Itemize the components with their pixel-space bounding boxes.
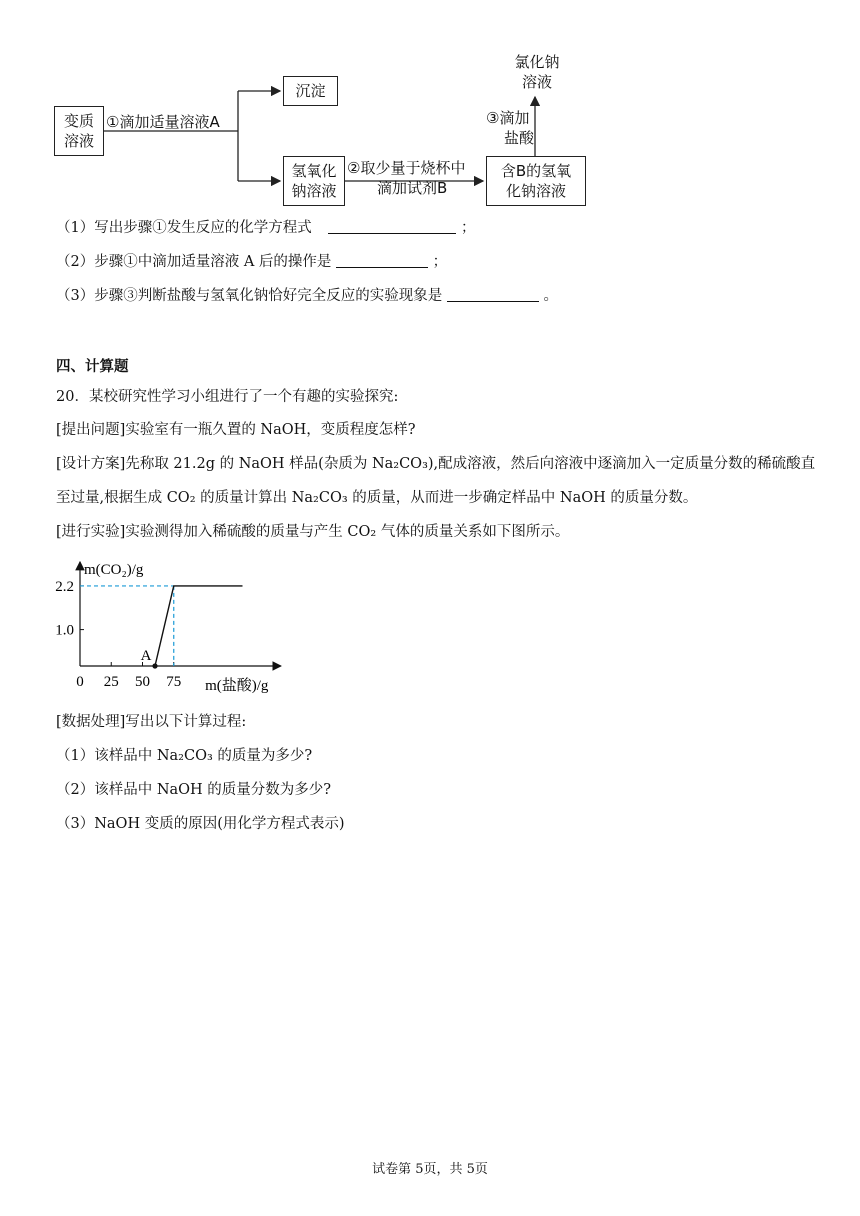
x-axis-label: m(盐酸)/g: [205, 678, 269, 694]
sub-question-2: （2）该样品中 NaOH 的质量分数为多少?: [56, 782, 332, 798]
q19-part2: [56, 252, 447, 272]
answer-blank: [336, 253, 428, 268]
step2-label: [347, 158, 465, 198]
q19-part1-text: （1）写出步骤①发生反应的化学方程式: [56, 220, 312, 236]
box-spoiled-solution: [54, 106, 104, 156]
para-design-line1: [设计方案]先称取 21.2g 的 NaOH 样品(杂质为 Na₂CO₃),配成溶液，然后向溶液中逐滴加入一定质量分数的稀硫酸直: [56, 456, 816, 472]
q20-intro: 20．某校研究性学习小组进行了一个有趣的实验探究:: [56, 389, 399, 405]
box-precipitate-label: 沉淀: [295, 82, 326, 100]
q19-part3-text: （3）步骤③判断盐酸与氢氧化钠恰好完全反应的实验现象是: [56, 288, 443, 304]
step3-line1: ③滴加: [486, 109, 530, 127]
answer-blank: [447, 287, 539, 302]
box-start-line2: 溶液: [63, 132, 94, 150]
para-design-line2: 至过量,根据生成 CO₂ 的质量计算出 Na₂CO₃ 的质量，从而进一步确定样品中 NaOH 的质量分数。: [56, 490, 698, 506]
box-start-line1: 变质: [63, 112, 94, 130]
step2-line2: 滴加试剂B: [377, 179, 448, 197]
box-b-line2: 化钠溶液: [505, 182, 566, 200]
x-tick-label: 75: [166, 674, 182, 690]
x-tick-label: 0: [76, 674, 84, 690]
step2-line1: ②取少量于烧杯中: [347, 159, 466, 177]
nacl-line1: 氯化钠: [514, 53, 560, 71]
q19-part3: [56, 286, 558, 306]
q19-part2-tail: ；: [432, 254, 448, 270]
q19-part3-tail: 。: [543, 288, 558, 304]
series-line: [155, 586, 243, 666]
y-tick-label: 2.2: [55, 578, 74, 595]
point-a: [152, 663, 157, 668]
step3-line2: 盐酸: [504, 129, 535, 147]
answer-blank: [328, 219, 456, 234]
box-naoh-line2: 钠溶液: [291, 182, 337, 200]
q19-part1: [56, 218, 475, 238]
y-tick-label: 1.0: [55, 622, 74, 639]
sub-question-3: （3）NaOH 变质的原因(用化学方程式表示): [56, 816, 345, 832]
step1-label: ①滴加适量溶液A: [106, 113, 220, 131]
box-naoh-line1: 氢氧化: [291, 162, 337, 180]
box-naoh-solution: [283, 156, 345, 206]
box-precipitate: [283, 76, 338, 106]
nacl-solution-label: [512, 52, 562, 92]
para-data: [数据处理]写出以下计算过程:: [56, 714, 247, 730]
y-axis-label: m(CO₂)/g: [84, 562, 144, 578]
q19-part2-text: （2）步骤①中滴加适量溶液 A 后的操作是: [56, 254, 332, 270]
sub-question-1: （1）该样品中 Na₂CO₃ 的质量为多少?: [56, 748, 313, 764]
x-tick-label: 25: [103, 674, 119, 690]
q19-part1-tail: ；: [460, 220, 476, 236]
box-b-naoh-solution: [486, 156, 586, 206]
para-problem: [提出问题]实验室有一瓶久置的 NaOH，变质程度怎样?: [56, 422, 416, 438]
point-a-label: A: [140, 648, 152, 664]
section-heading: 四、计算题: [56, 359, 129, 375]
box-b-line1: 含B的氢氧: [500, 162, 572, 180]
para-experiment: [进行实验]实验测得加入稀硫酸的质量与产生 CO₂ 气体的质量关系如下图所示。: [56, 524, 570, 540]
co2-chart: [50, 556, 310, 698]
x-tick-label: 50: [135, 674, 150, 690]
step3-label: [486, 108, 534, 148]
nacl-line2: 溶液: [521, 73, 552, 91]
page-footer: 试卷第 5页，共 5页: [372, 1162, 488, 1177]
